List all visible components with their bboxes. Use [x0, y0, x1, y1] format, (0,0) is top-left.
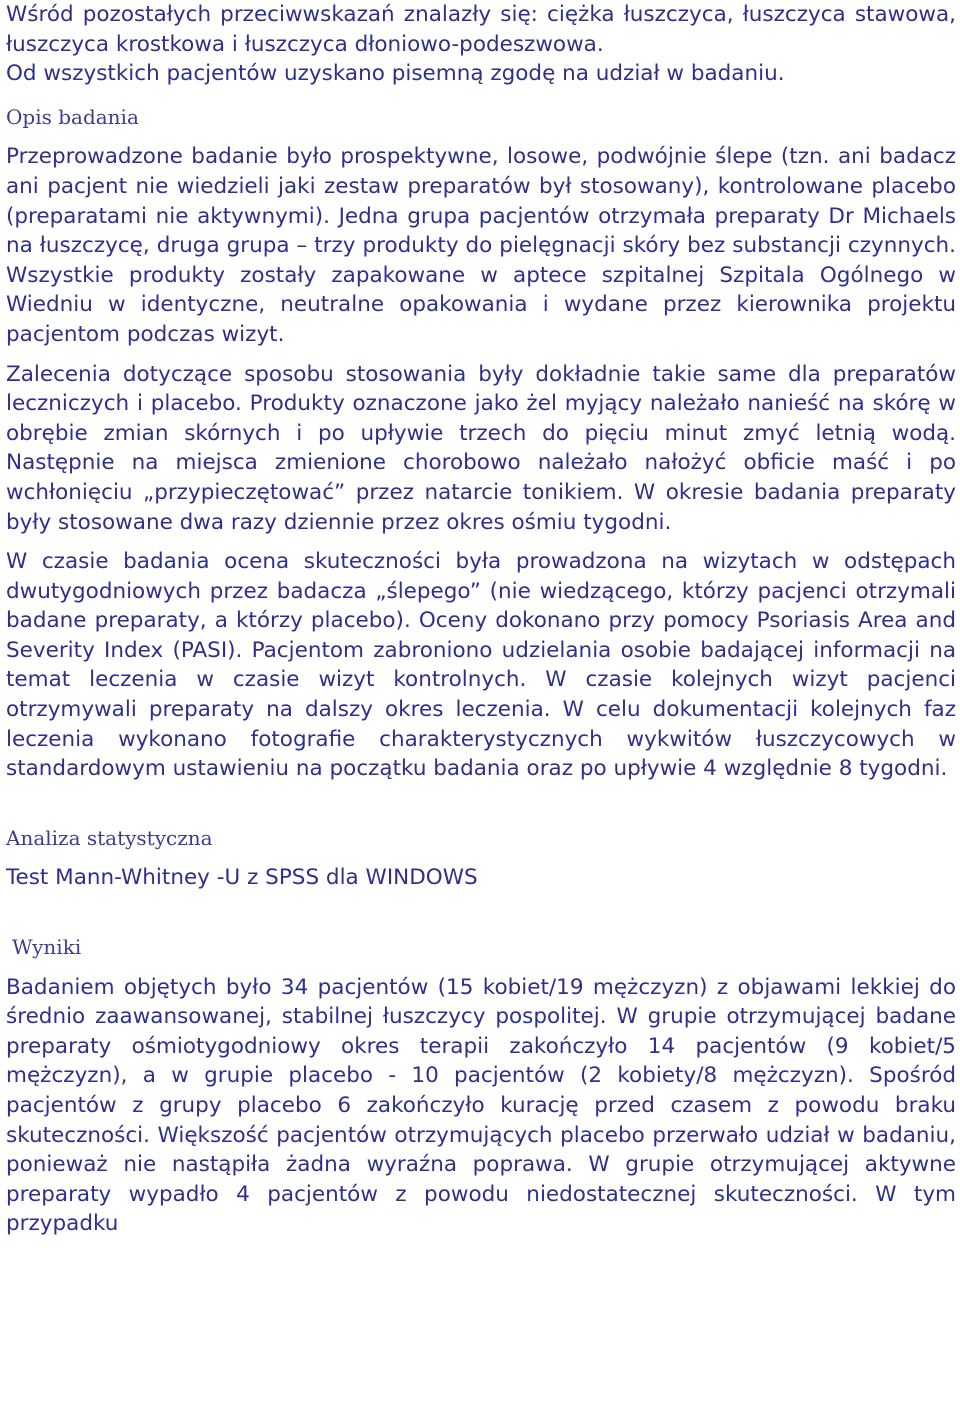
- heading-results: Wyniki: [12, 935, 82, 960]
- paragraph-study-design: Przeprowadzone badanie było prospektywne, losowe, podwójnie ślepe (tzn. ani badacz ani pacjent nie wiedzieli jaki zestaw preparatów był stosowany), kontrolowane placebo (preparatami nie aktywnymi). Jedna grupa pacjentów otrzymała preparaty Dr Michaels na łuszczycę, druga grupa – trzy produkty do pielęgnacji skóry bez substancji czynnych. Wszystkie produkty zostały zapakowane w aptece szpitalnej Szpitala Ogólnego w Wiedniu w identyczne, neutralne opakowania i wydane przez kierownika projektu pacjentom podczas wizyt.: [6, 144, 956, 347]
- paragraph-efficacy-assessment: W czasie badania ocena skuteczności była prowadzona na wizytach w odstępach dwutygodniowych przez badacza „ślepego” (nie wiedzącego, którzy pacjenci otrzymali badane preparaty, a którzy placebo). Oceny dokonano przy pomocy Psoriasis Area and Severity Index (PASI). Pacjentom zabroniono udzielania osobie badającej informacji na temat leczenia w czasie wizyt kontrolnych. W czasie kolejnych wizyt pacjenci otrzymywali preparaty na dalszy okres leczenia. W celu dokumentacji kolejnych faz leczenia wykonano fotografie charakterystycznych wykwitów łuszczycowych w standardowym ustawieniu na początku badania oraz po upływie 4 względnie 8 tygodni.: [6, 549, 956, 782]
- paragraph-consent: Od wszystkich pacjentów uzyskano pisemną zgodę na udział w badaniu.: [6, 61, 785, 87]
- paragraph-usage-instructions: Zalecenia dotyczące sposobu stosowania były dokładnie takie same dla preparatów leczniczych i placebo. Produkty oznaczone jako żel myjący należało nanieść na skórę w obrębie zmian skórnych i po upływie trzech do pięciu minut zmyć letnią wodą. Następnie na miejsca zmienione chorobowo należało nałożyć obficie maść i po wchłonięciu „przypieczętować” przez natarcie tonikiem. W okresie badania preparaty były stosowane dwa razy dziennie przez okres ośmiu tygodni.: [6, 361, 956, 535]
- document-page: [6, 0, 956, 1239]
- heading-study-description: Opis badania: [6, 104, 139, 129]
- paragraph-contraindications: Wśród pozostałych przeciwwskazań znalazły się: ciężka łuszczyca, łuszczyca stawowa, łuszczyca krostkowa i łuszczyca dłoniowo-podeszwowa.: [6, 2, 956, 57]
- paragraph-statistical-test: Test Mann-Whitney -U z SPSS dla WINDOWS: [6, 865, 478, 891]
- paragraph-results: Badaniem objętych było 34 pacjentów (15 kobiet/19 mężczyzn) z objawami lekkiej do średnio zaawansowanej, stabilnej łuszczycy pospolitej. W grupie otrzymującej badane preparaty ośmiotygodniowy okres terapii zakończyło 14 pacjentów (9 kobiet/5 mężczyzn), a w grupie placebo - 10 pacjentów (2 kobiety/8 mężczyzn). Spośród pacjentów z grupy placebo 6 zakończyło kurację przed czasem z powodu braku skuteczności. Większość pacjentów otrzymujących placebo przerwało udział w badaniu, ponieważ nie nastąpiła żadna wyraźna poprawa. W grupie otrzymującej aktywne preparaty wypadło 4 pacjentów z powodu niedostatecznej skuteczności. W tym przypadku: [6, 974, 956, 1237]
- heading-statistical-analysis: Analiza statystyczna: [6, 825, 213, 850]
